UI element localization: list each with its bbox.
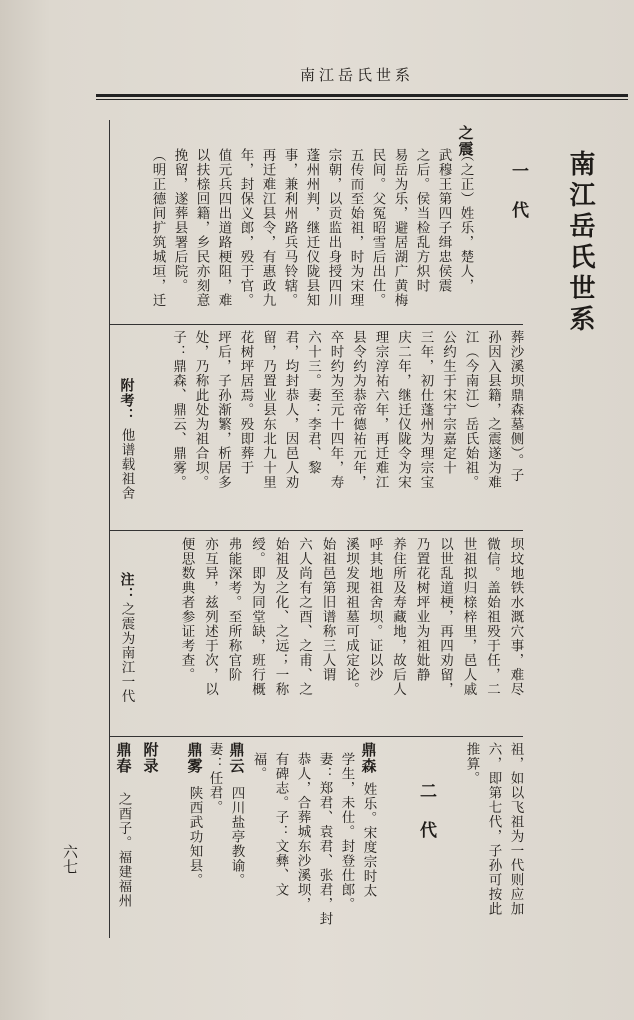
appendix-label: 附录 bbox=[141, 742, 160, 774]
text-column: 始祖及之化、之远；一称 bbox=[272, 537, 289, 697]
text-column: （之正）姓乐，楚人， bbox=[457, 148, 474, 293]
text-column: 祖，如以飞祖为一代则应加 bbox=[507, 742, 524, 916]
text-column: 六人尚有之酉、之甫、之 bbox=[296, 537, 312, 697]
generation-heading-1: 一代 bbox=[508, 162, 528, 240]
running-header: 南江岳氏世系 bbox=[300, 66, 415, 84]
text-column: 弗能深考。至所称官阶 bbox=[225, 537, 242, 682]
text-column: 四川盐亭教谕。 bbox=[228, 786, 245, 888]
text-column: 三年，初仕蓬州为理宗宝 bbox=[417, 330, 434, 490]
text-column: 处，乃称此处为祖合坝。 bbox=[192, 330, 209, 490]
text-column: （明正德间扩筑城垣，迁 bbox=[149, 148, 166, 308]
text-column: 亦互异，兹列述于次，以 bbox=[202, 537, 218, 697]
text-column: 蓬州州判，继迁仪陇县知 bbox=[303, 148, 320, 308]
text-column: 坪后，子孙渐繁，析居多 bbox=[215, 330, 231, 490]
text-column: 挽留，遂葬县署后院。 bbox=[171, 148, 188, 293]
text-column: 之酉子。福建福州 bbox=[115, 792, 132, 908]
text-column: 便思数典者参证考查。 bbox=[178, 537, 195, 682]
text-column: 年，封保义郎，殁于官。 bbox=[237, 148, 254, 308]
text-column: 陕西武功知县。 bbox=[186, 786, 203, 888]
text-column: 江（今南江）岳氏始祖。 bbox=[462, 330, 479, 490]
section-divider-2 bbox=[109, 530, 523, 531]
text-column: 之后。侯当检乱方炽时 bbox=[413, 148, 430, 293]
text-column: 绶。即为同堂缺，班行概 bbox=[249, 537, 265, 697]
text-column: 值元兵四出道路梗阻，难 bbox=[215, 148, 232, 308]
generation-heading-2: 二代 bbox=[416, 782, 436, 860]
text-column: 事，兼利州路兵马铃辖。 bbox=[281, 148, 298, 308]
header-rule-thick bbox=[96, 94, 628, 97]
text-column: 恭人，合葬城东沙溪坝， bbox=[294, 752, 311, 912]
fukao-label: 附考： bbox=[118, 378, 135, 423]
text-column: 易岳为乐，避居湖广黄梅 bbox=[391, 148, 408, 308]
text-column: 理宗淳祐六年，再迁难江 bbox=[372, 330, 389, 490]
page-title: 南江岳氏世系 bbox=[565, 150, 595, 336]
text-column: 乃置花树坪业为祖妣静 bbox=[413, 537, 430, 682]
text-column: 六，即第七代，子孙可按此 bbox=[485, 742, 502, 916]
text-column: 再迁难江县令，有惠政九 bbox=[259, 148, 276, 308]
text-column: 坝坟地铁水溉穴事，难尽 bbox=[507, 537, 524, 697]
text-column: 庆二年，继迁仪陇令为宋 bbox=[395, 330, 411, 490]
text-column: 花树坪居焉。殁即葬于 bbox=[237, 330, 254, 475]
text-column: 以扶榇回籍，乡民亦刻意 bbox=[193, 148, 210, 308]
text-column: 卒时约为至元十四年，寿 bbox=[327, 330, 344, 490]
person-name-dingchun: 鼎春 bbox=[114, 742, 133, 774]
text-column: 推算。 bbox=[463, 742, 480, 786]
text-column: 留，乃置业县东北九十里 bbox=[260, 330, 276, 490]
text-column: 妻：郑君、袁君、张君，封 bbox=[316, 752, 333, 926]
text-column: 学生，未仕。封登仕郎。 bbox=[338, 752, 355, 912]
text-column: 民间。父冤昭雪后出仕。 bbox=[369, 148, 386, 308]
text-column: 福。 bbox=[250, 752, 267, 781]
text-column: 君，均封恭人，因邑人劝 bbox=[282, 330, 299, 490]
text-column: 有碑志。子：文彝、文 bbox=[272, 752, 289, 897]
note-text: 之震为南江一代 bbox=[118, 602, 135, 704]
text-column: 县令约为恭帝德祐元年， bbox=[350, 330, 366, 490]
text-column: 孙因入县籍，之震遂为难 bbox=[485, 330, 501, 490]
section-divider-3 bbox=[109, 736, 523, 737]
text-column: 五传而至始祖，时为宋理 bbox=[347, 148, 364, 308]
text-column: 武穆王第四子缉忠侯震 bbox=[435, 148, 452, 293]
person-name-dingsen: 鼎森 bbox=[359, 742, 378, 774]
section-divider-1 bbox=[109, 324, 523, 325]
text-column: 子：鼎森、鼎云、鼎雾。 bbox=[170, 330, 186, 490]
note-label: 注： bbox=[118, 572, 135, 602]
header-rule-thin bbox=[96, 99, 628, 100]
text-column: 以世乱道梗，再四劝留， bbox=[437, 537, 453, 697]
text-column: 六十三。妻：李君、黎 bbox=[305, 330, 321, 475]
text-column: 呼其地祖舍坝。证以沙 bbox=[366, 537, 383, 682]
person-name-dingyun: 鼎云 bbox=[227, 742, 246, 774]
text-column: 养住所及寿藏地，故后人 bbox=[390, 537, 406, 697]
text-column: 溪坝发现祖墓可成定论。 bbox=[343, 537, 359, 697]
person-name-zhizhen: 之震 bbox=[456, 125, 475, 157]
text-column: 妻：任君。 bbox=[206, 742, 223, 815]
text-column: 微信。盖始祖殁于任，二 bbox=[484, 537, 500, 697]
page-number: 六七 bbox=[61, 844, 79, 874]
person-name-dingwu: 鼎雾 bbox=[185, 742, 204, 774]
text-column: 宗朝，以贡监出身授四川 bbox=[325, 148, 342, 308]
text-column: 姓乐。宋度宗时太 bbox=[360, 782, 377, 898]
text-column: 始祖邑第旧谱称三人谓 bbox=[319, 537, 336, 682]
fukao-text: 他谱载祖舍 bbox=[118, 428, 135, 501]
text-column: 公约生于宋宁宗嘉定十 bbox=[440, 330, 456, 475]
text-column: 葬沙溪坝鼎森墓侧）。子 bbox=[507, 330, 524, 483]
text-column: 世祖拟归榇梓里，邑人戚 bbox=[460, 537, 477, 697]
